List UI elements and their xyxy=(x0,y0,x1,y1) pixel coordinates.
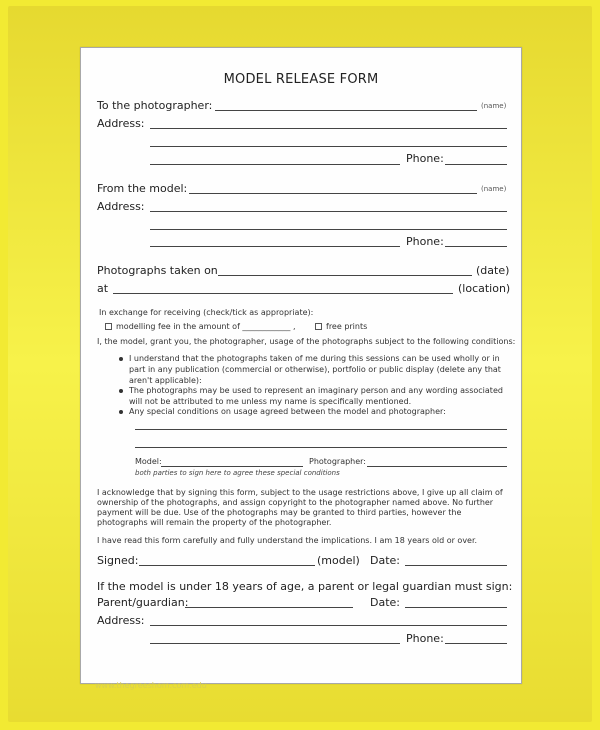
ack-line-4: photographs will remain the property of the photographer. xyxy=(97,518,332,527)
parent-label: Parent/guardian: xyxy=(97,596,189,609)
model-sign-label: Model: xyxy=(135,457,162,466)
photographer-phone-label: Phone: xyxy=(406,152,444,165)
bullet-1 xyxy=(119,357,123,361)
option-prints[interactable] xyxy=(315,322,367,331)
release-form-page xyxy=(80,47,522,684)
parent-phone-line[interactable] xyxy=(445,643,507,644)
photographer-address-line-2[interactable] xyxy=(150,146,507,147)
model-phone-label: Phone: xyxy=(406,235,444,248)
model-address-line-1[interactable] xyxy=(150,211,507,212)
parent-date-label: Date: xyxy=(370,596,400,609)
parent-address-label: Address: xyxy=(97,614,145,627)
photographer-sign-line[interactable] xyxy=(367,466,507,467)
model-hint: (model) xyxy=(317,554,360,567)
grant-text: I, the model, grant you, the photographer, usage of the photographs subject to the following conditions: xyxy=(97,337,516,346)
option-fee-label: modelling fee in the amount of ____________ , xyxy=(116,322,296,331)
photos-date-line[interactable] xyxy=(218,275,472,276)
condition-1-line-1: I understand that the photographs taken of me during this sessions can be used wholly or in xyxy=(129,354,500,363)
model-name-line[interactable] xyxy=(189,193,477,194)
parent-address-line-1[interactable] xyxy=(150,625,507,626)
to-photographer-label: To the photographer: xyxy=(97,99,213,112)
watermark-text: www.thegreeshom.com.edu xyxy=(95,681,207,690)
photographer-phone-line[interactable] xyxy=(445,164,507,165)
signed-date-label: Date: xyxy=(370,554,400,567)
fee-checkbox[interactable] xyxy=(105,323,112,330)
parent-address-line-2[interactable] xyxy=(150,643,400,644)
form-title: MODEL RELEASE FORM xyxy=(223,72,379,87)
model-sign-line[interactable] xyxy=(161,466,303,467)
model-address-label: Address: xyxy=(97,200,145,213)
photographer-sign-label: Photographer: xyxy=(309,457,367,466)
condition-2-line-2: will not be attributed to me unless my name is specifically mentioned. xyxy=(129,397,412,406)
parent-date-line[interactable] xyxy=(405,607,507,608)
condition-1-line-2: part in any publication (commercial or otherwise), portfolio or public display (delete any that xyxy=(129,365,501,374)
both-parties-note: both parties to sign here to agree these special conditions xyxy=(135,469,340,477)
bullet-2 xyxy=(119,389,123,393)
bullet-3 xyxy=(119,410,123,414)
at-label: at xyxy=(97,282,109,295)
condition-3: Any special conditions on usage agreed between the model and photographer: xyxy=(129,407,446,416)
signed-date-line[interactable] xyxy=(405,565,507,566)
model-address-line-3[interactable] xyxy=(150,246,400,247)
model-phone-line[interactable] xyxy=(445,246,507,247)
special-conditions-line-2[interactable] xyxy=(135,447,507,448)
ack-line-3: payment will be due. Use of the photographs may be granted to third parties, however the xyxy=(97,508,462,517)
ack-line-1: I acknowledge that by signing this form, subject to the usage restrictions above, I give up all claim of xyxy=(97,488,503,497)
prints-checkbox[interactable] xyxy=(315,323,322,330)
parent-sign-line[interactable] xyxy=(185,607,353,608)
signed-label: Signed: xyxy=(97,554,139,567)
photographer-address-line-3[interactable] xyxy=(150,164,400,165)
ack-line-2: ownership of the photographs, and assign copyright to the photographer named above. No further xyxy=(97,498,494,507)
location-hint: (location) xyxy=(458,282,511,295)
photos-taken-label: Photographs taken on xyxy=(97,264,218,277)
location-line[interactable] xyxy=(113,293,453,294)
parent-phone-label: Phone: xyxy=(406,632,444,645)
special-conditions-line-1[interactable] xyxy=(135,429,507,430)
photographer-address-line-1[interactable] xyxy=(150,128,507,129)
read-statement: I have read this form carefully and fully understand the implications. I am 18 years old or over. xyxy=(97,536,478,545)
name-hint: (name) xyxy=(481,102,507,110)
signed-line[interactable] xyxy=(139,565,315,566)
photographer-name-line[interactable] xyxy=(215,110,477,111)
option-prints-label: free prints xyxy=(326,322,368,331)
exchange-intro: In exchange for receiving (check/tick as appropriate): xyxy=(99,308,314,317)
option-fee[interactable] xyxy=(105,322,296,331)
from-model-label: From the model: xyxy=(97,182,188,195)
date-hint: (date) xyxy=(476,264,510,277)
condition-1-line-3: aren't applicable): xyxy=(129,376,202,385)
photographer-address-label: Address: xyxy=(97,117,145,130)
under-18-notice: If the model is under 18 years of age, a parent or legal guardian must sign: xyxy=(97,580,513,593)
condition-2-line-1: The photographs may be used to represent an imaginary person and any wording associated xyxy=(129,386,503,395)
name-hint-2: (name) xyxy=(481,185,507,193)
model-address-line-2[interactable] xyxy=(150,229,507,230)
